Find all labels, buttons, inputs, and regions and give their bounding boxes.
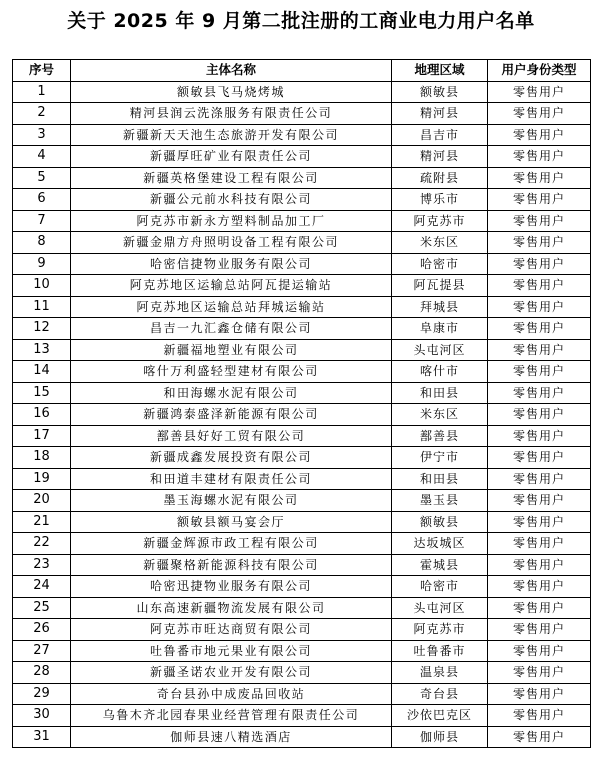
entity-name-cell: 新疆新天天池生态旅游开发有限公司 bbox=[71, 124, 392, 146]
entity-name-cell: 哈密信捷物业服务有限公司 bbox=[71, 253, 392, 275]
row-index-cell: 22 bbox=[13, 533, 71, 555]
entity-name-cell: 新疆公元前水科技有限公司 bbox=[71, 189, 392, 211]
table-row bbox=[13, 576, 591, 598]
entity-name-cell: 喀什万利盛轻型建材有限公司 bbox=[71, 361, 392, 383]
row-index-cell: 11 bbox=[13, 296, 71, 318]
entity-name-cell: 和田道丰建材有限责任公司 bbox=[71, 468, 392, 490]
table-body bbox=[13, 81, 591, 748]
table-row bbox=[13, 511, 591, 533]
user-type-cell: 零售用户 bbox=[488, 167, 591, 189]
table-row bbox=[13, 404, 591, 426]
region-cell: 阿克苏市 bbox=[392, 210, 488, 232]
entity-name-cell: 阿克苏地区运输总站阿瓦提运输站 bbox=[71, 275, 392, 297]
region-cell: 疏附县 bbox=[392, 167, 488, 189]
row-index-cell: 25 bbox=[13, 597, 71, 619]
region-cell: 伊宁市 bbox=[392, 447, 488, 469]
row-index-cell: 4 bbox=[13, 146, 71, 168]
table-header bbox=[13, 60, 591, 82]
user-type-cell: 零售用户 bbox=[488, 210, 591, 232]
table-row bbox=[13, 167, 591, 189]
region-cell: 墨玉县 bbox=[392, 490, 488, 512]
row-index-cell: 23 bbox=[13, 554, 71, 576]
user-type-cell: 零售用户 bbox=[488, 576, 591, 598]
entity-name-cell: 墨玉海螺水泥有限公司 bbox=[71, 490, 392, 512]
table-row bbox=[13, 296, 591, 318]
region-cell: 米东区 bbox=[392, 232, 488, 254]
header-row bbox=[13, 60, 591, 82]
entity-name-cell: 新疆金鼎方舟照明设备工程有限公司 bbox=[71, 232, 392, 254]
entity-name-cell: 精河县润云洗涤服务有限责任公司 bbox=[71, 103, 392, 125]
user-type-cell: 零售用户 bbox=[488, 189, 591, 211]
entity-name-cell: 哈密迅捷物业服务有限公司 bbox=[71, 576, 392, 598]
row-index-cell: 26 bbox=[13, 619, 71, 641]
table-row bbox=[13, 253, 591, 275]
user-type-cell: 零售用户 bbox=[488, 468, 591, 490]
row-index-cell: 27 bbox=[13, 640, 71, 662]
header-entity-name: 主体名称 bbox=[71, 60, 392, 82]
region-cell: 拜城县 bbox=[392, 296, 488, 318]
table-row bbox=[13, 447, 591, 469]
region-cell: 哈密市 bbox=[392, 253, 488, 275]
user-type-cell: 零售用户 bbox=[488, 490, 591, 512]
region-cell: 奇台县 bbox=[392, 683, 488, 705]
row-index-cell: 5 bbox=[13, 167, 71, 189]
region-cell: 精河县 bbox=[392, 146, 488, 168]
table-row bbox=[13, 705, 591, 727]
user-type-cell: 零售用户 bbox=[488, 361, 591, 383]
table-row bbox=[13, 189, 591, 211]
user-type-cell: 零售用户 bbox=[488, 253, 591, 275]
user-list-table bbox=[12, 59, 591, 748]
region-cell: 头屯河区 bbox=[392, 597, 488, 619]
user-type-cell: 零售用户 bbox=[488, 619, 591, 641]
region-cell: 头屯河区 bbox=[392, 339, 488, 361]
table-row bbox=[13, 361, 591, 383]
region-cell: 霍城县 bbox=[392, 554, 488, 576]
row-index-cell: 10 bbox=[13, 275, 71, 297]
row-index-cell: 7 bbox=[13, 210, 71, 232]
row-index-cell: 29 bbox=[13, 683, 71, 705]
user-type-cell: 零售用户 bbox=[488, 597, 591, 619]
entity-name-cell: 和田海螺水泥有限公司 bbox=[71, 382, 392, 404]
table-row bbox=[13, 597, 591, 619]
entity-name-cell: 新疆福地塑业有限公司 bbox=[71, 339, 392, 361]
region-cell: 额敏县 bbox=[392, 81, 488, 103]
region-cell: 额敏县 bbox=[392, 511, 488, 533]
region-cell: 阜康市 bbox=[392, 318, 488, 340]
row-index-cell: 14 bbox=[13, 361, 71, 383]
user-type-cell: 零售用户 bbox=[488, 554, 591, 576]
region-cell: 米东区 bbox=[392, 404, 488, 426]
user-type-cell: 零售用户 bbox=[488, 726, 591, 748]
region-cell: 喀什市 bbox=[392, 361, 488, 383]
region-cell: 和田县 bbox=[392, 382, 488, 404]
row-index-cell: 8 bbox=[13, 232, 71, 254]
user-type-cell: 零售用户 bbox=[488, 275, 591, 297]
table-row bbox=[13, 662, 591, 684]
user-type-cell: 零售用户 bbox=[488, 640, 591, 662]
row-index-cell: 19 bbox=[13, 468, 71, 490]
user-type-cell: 零售用户 bbox=[488, 103, 591, 125]
region-cell: 伽师县 bbox=[392, 726, 488, 748]
table-row bbox=[13, 318, 591, 340]
document-title: 关于 2025 年 9 月第二批注册的工商业电力用户名单 bbox=[67, 10, 535, 32]
entity-name-cell: 伽师县速八精选酒店 bbox=[71, 726, 392, 748]
table-row bbox=[13, 683, 591, 705]
user-type-cell: 零售用户 bbox=[488, 404, 591, 426]
table-row bbox=[13, 425, 591, 447]
row-index-cell: 30 bbox=[13, 705, 71, 727]
table-row bbox=[13, 468, 591, 490]
table-row bbox=[13, 490, 591, 512]
row-index-cell: 17 bbox=[13, 425, 71, 447]
region-cell: 和田县 bbox=[392, 468, 488, 490]
table-row bbox=[13, 382, 591, 404]
header-region: 地理区域 bbox=[392, 60, 488, 82]
row-index-cell: 12 bbox=[13, 318, 71, 340]
row-index-cell: 16 bbox=[13, 404, 71, 426]
table-row bbox=[13, 339, 591, 361]
table-row bbox=[13, 210, 591, 232]
region-cell: 阿瓦提县 bbox=[392, 275, 488, 297]
user-type-cell: 零售用户 bbox=[488, 232, 591, 254]
entity-name-cell: 昌吉一九汇鑫仓储有限公司 bbox=[71, 318, 392, 340]
table-row bbox=[13, 103, 591, 125]
row-index-cell: 1 bbox=[13, 81, 71, 103]
user-type-cell: 零售用户 bbox=[488, 124, 591, 146]
row-index-cell: 28 bbox=[13, 662, 71, 684]
entity-name-cell: 新疆厚旺矿业有限责任公司 bbox=[71, 146, 392, 168]
entity-name-cell: 阿克苏市旺达商贸有限公司 bbox=[71, 619, 392, 641]
row-index-cell: 3 bbox=[13, 124, 71, 146]
region-cell: 鄯善县 bbox=[392, 425, 488, 447]
table-row bbox=[13, 619, 591, 641]
header-index: 序号 bbox=[13, 60, 71, 82]
row-index-cell: 24 bbox=[13, 576, 71, 598]
entity-name-cell: 乌鲁木齐北园春果业经营管理有限责任公司 bbox=[71, 705, 392, 727]
user-type-cell: 零售用户 bbox=[488, 81, 591, 103]
user-type-cell: 零售用户 bbox=[488, 318, 591, 340]
table-row bbox=[13, 275, 591, 297]
user-type-cell: 零售用户 bbox=[488, 382, 591, 404]
user-type-cell: 零售用户 bbox=[488, 662, 591, 684]
entity-name-cell: 新疆成鑫发展投资有限公司 bbox=[71, 447, 392, 469]
entity-name-cell: 阿克苏市新永方塑料制品加工厂 bbox=[71, 210, 392, 232]
user-type-cell: 零售用户 bbox=[488, 533, 591, 555]
table-row bbox=[13, 124, 591, 146]
table-row bbox=[13, 533, 591, 555]
user-type-cell: 零售用户 bbox=[488, 146, 591, 168]
row-index-cell: 6 bbox=[13, 189, 71, 211]
row-index-cell: 15 bbox=[13, 382, 71, 404]
table-row bbox=[13, 81, 591, 103]
entity-name-cell: 额敏县飞马烧烤城 bbox=[71, 81, 392, 103]
entity-name-cell: 新疆英格堡建设工程有限公司 bbox=[71, 167, 392, 189]
user-type-cell: 零售用户 bbox=[488, 511, 591, 533]
row-index-cell: 9 bbox=[13, 253, 71, 275]
region-cell: 温泉县 bbox=[392, 662, 488, 684]
user-type-cell: 零售用户 bbox=[488, 705, 591, 727]
user-type-cell: 零售用户 bbox=[488, 339, 591, 361]
row-index-cell: 18 bbox=[13, 447, 71, 469]
table-row bbox=[13, 726, 591, 748]
entity-name-cell: 新疆鸿泰盛泽新能源有限公司 bbox=[71, 404, 392, 426]
entity-name-cell: 山东高速新疆物流发展有限公司 bbox=[71, 597, 392, 619]
entity-name-cell: 奇台县孙中成废品回收站 bbox=[71, 683, 392, 705]
user-type-cell: 零售用户 bbox=[488, 425, 591, 447]
row-index-cell: 31 bbox=[13, 726, 71, 748]
entity-name-cell: 新疆圣诺农业开发有限公司 bbox=[71, 662, 392, 684]
region-cell: 吐鲁番市 bbox=[392, 640, 488, 662]
table-row bbox=[13, 554, 591, 576]
user-type-cell: 零售用户 bbox=[488, 447, 591, 469]
row-index-cell: 21 bbox=[13, 511, 71, 533]
header-user-type: 用户身份类型 bbox=[488, 60, 591, 82]
entity-name-cell: 鄯善县好好工贸有限公司 bbox=[71, 425, 392, 447]
entity-name-cell: 新疆金辉源市政工程有限公司 bbox=[71, 533, 392, 555]
user-type-cell: 零售用户 bbox=[488, 296, 591, 318]
table-row bbox=[13, 146, 591, 168]
table-row bbox=[13, 640, 591, 662]
entity-name-cell: 吐鲁番市地元果业有限公司 bbox=[71, 640, 392, 662]
entity-name-cell: 新疆聚格新能源科技有限公司 bbox=[71, 554, 392, 576]
region-cell: 达坂城区 bbox=[392, 533, 488, 555]
row-index-cell: 20 bbox=[13, 490, 71, 512]
region-cell: 昌吉市 bbox=[392, 124, 488, 146]
region-cell: 博乐市 bbox=[392, 189, 488, 211]
row-index-cell: 2 bbox=[13, 103, 71, 125]
region-cell: 沙依巴克区 bbox=[392, 705, 488, 727]
table-row bbox=[13, 232, 591, 254]
user-type-cell: 零售用户 bbox=[488, 683, 591, 705]
entity-name-cell: 阿克苏地区运输总站拜城运输站 bbox=[71, 296, 392, 318]
region-cell: 精河县 bbox=[392, 103, 488, 125]
row-index-cell: 13 bbox=[13, 339, 71, 361]
region-cell: 阿克苏市 bbox=[392, 619, 488, 641]
entity-name-cell: 额敏县额马宴会厅 bbox=[71, 511, 392, 533]
region-cell: 哈密市 bbox=[392, 576, 488, 598]
